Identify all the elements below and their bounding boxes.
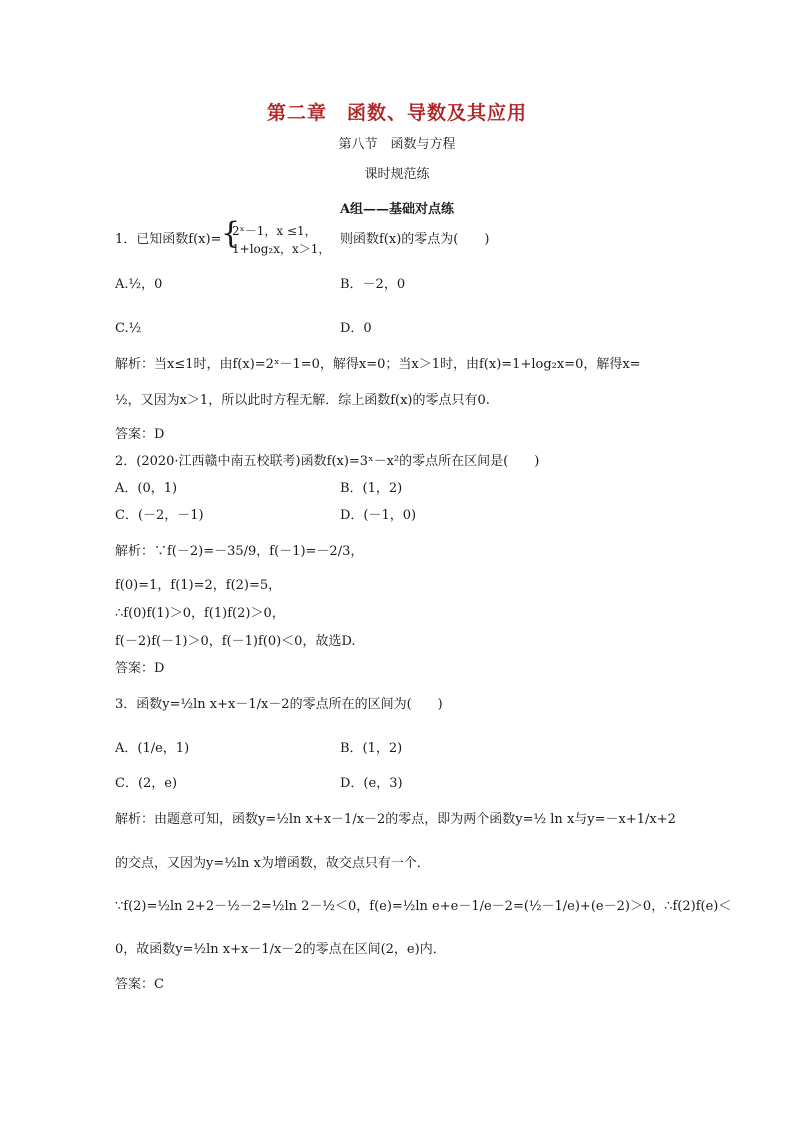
q1-brace: { [221,216,241,251]
q3-stem: 3．函数y=½ln x+x－1/x－2的零点所在的区间为( ) [115,697,443,712]
q3-analysis-2: 的交点，又因为y=½ln x为增函数，故交点只有一个． [115,856,430,871]
chapter-title: 第二章 函数、导数及其应用 [266,102,527,124]
q1-option-c: C.½ [115,321,142,336]
q1-answer: 答案：D [115,427,165,442]
q3-analysis-3: ∵f(2)=½ln 2+2－½－2=½ln 2－½＜0，f(e)=½ln e+e－1/e－2=(½－1/e)+(e－2)＞0，∴f(2)f(e)＜ [115,899,732,914]
q3-analysis-4: 0，故函数y=½ln x+x－1/x－2的零点在区间(2，e)内． [115,942,446,957]
q3-analysis-1: 解析：由题意可知，函数y=½ln x+x－1/x－2的零点，即为两个函数y=½ ln x与y=－x+1/x+2 [115,812,676,827]
q2-answer: 答案：D [115,661,165,676]
section-title: 第八节 函数与方程 [338,137,456,152]
group-title: A组——基础对点练 [339,202,455,217]
q3-option-a: A．(1/e，1) [115,741,190,756]
q1-option-d: D．0 [340,321,372,336]
q2-option-a: A．(0，1) [115,481,178,496]
q1-analysis-2: ½，又因为x＞1，所以此时方程无解．综上函数f(x)的零点只有0. [115,393,490,408]
q2-analysis-1: 解析：∵f(－2)=－35/9，f(－1)=－2/3， [115,544,364,559]
q2-option-c: C．(－2，－1) [115,508,204,523]
q3-option-d: D．(e，3) [340,776,403,791]
subtitle: 课时规范练 [364,167,430,182]
q1-piece2: 1+log₂x，x＞1， [232,242,331,256]
q1-piece1: 2ˣ－1，x ≤1， [232,224,317,238]
q2-analysis-3: ∴f(0)f(1)＞0，f(1)f(2)＞0， [115,606,285,621]
q1-option-a: A.½，0 [115,277,163,292]
q3-option-b: B．(1，2) [340,741,403,756]
q3-answer: 答案：C [115,977,164,992]
q1-stem-pre: 1．已知函数f(x)= [115,232,222,247]
q1-option-b: B．－2，0 [340,277,406,292]
q1-analysis-1: 解析：当x≤1时，由f(x)=2ˣ－1=0，解得x=0；当x＞1时，由f(x)=1+log₂x=0，解得x= [115,357,641,372]
q2-stem: 2．(2020·江西赣中南五校联考)函数f(x)=3ˣ－x²的零点所在区间是( ) [115,454,540,469]
q1-stem-post: 则函数f(x)的零点为( ) [340,232,490,247]
q2-option-b: B．(1，2) [340,481,403,496]
q3-option-c: C．(2，e) [115,776,178,791]
q2-analysis-2: f(0)=1，f(1)=2，f(2)=5， [115,578,282,593]
q2-option-d: D．(－1，0) [340,508,417,523]
q2-analysis-4: f(－2)f(－1)＞0，f(－1)f(0)＜0，故选D. [115,634,356,649]
